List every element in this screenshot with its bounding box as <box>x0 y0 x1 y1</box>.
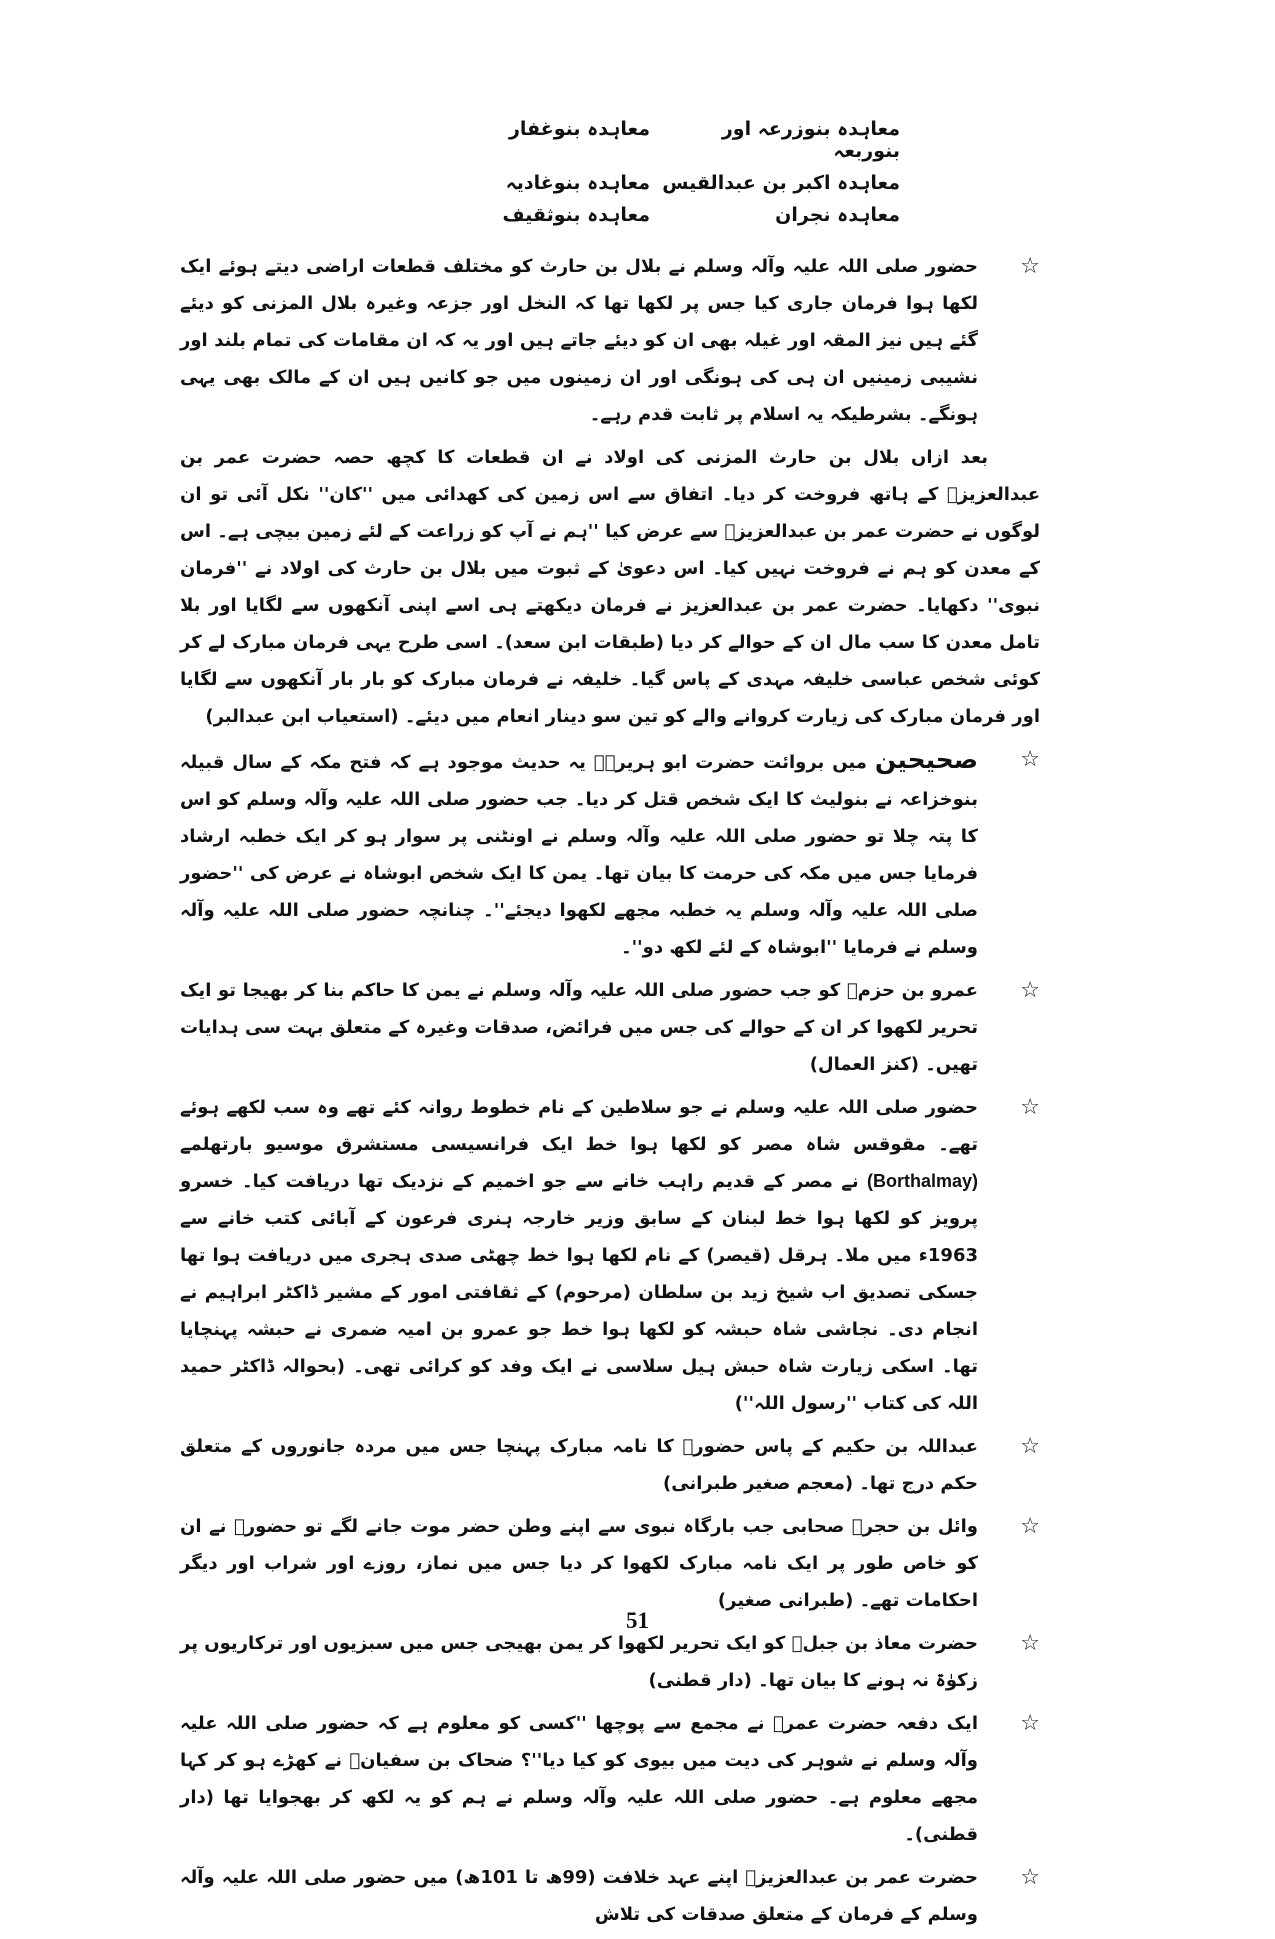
treaty-item: معاہدہ بنوثقیف <box>502 204 650 226</box>
paragraph-umar-abdulaziz <box>180 439 1040 735</box>
paragraph-text: وائل بن حجرؓ صحابی جب بارگاہ نبوی سے اپنے وطن حضر موت جانے لگے تو حضورؐ نے ان کو خاص طور پر ایک نامہ مبارک لکھوا کر دیا جس میں نماز، روزے اور شراب اور دیگر احکامات تھے۔ (طبرانی صغیر) <box>180 1516 979 1611</box>
paragraph-wail-bin-hujr <box>180 1508 1040 1619</box>
borthalmay-name: (Borthalmay) <box>866 1171 978 1191</box>
star-icon: ☆ <box>1020 978 1040 1003</box>
paragraph-umar-caliphate <box>180 1859 1040 1933</box>
star-icon: ☆ <box>1020 1711 1040 1736</box>
star-icon: ☆ <box>1020 1514 1040 1539</box>
paragraph-text: میں بروائت حضرت ابو ہریرہؓ یہ حدیث موجود ہے کہ فتح مکہ کے سال قبیلہ بنوخزاعہ نے بنولیث کا ایک شخص قتل کر دیا۔ جب حضور صلی اللہ علیہ وآلہ وسلم کو اس کا پتہ چلا تو حضور صلی اللہ علیہ وآلہ وسلم نے اونٹنی پر سوار ہو کر ایک خطبہ ارشاد فرمایا جس میں مکہ کی حرمت کا بیان تھا۔ یمن کا ایک شخص ابوشاہ نے عرض کی ''حضور صلی اللہ علیہ وآلہ وسلم یہ خطبہ مجھے لکھوا دیجئے''۔ چنانچہ حضور صلی اللہ علیہ وآلہ وسلم نے فرمایا ''ابوشاہ کے لئے لکھ دو''۔ <box>180 752 978 958</box>
star-icon: ☆ <box>1020 254 1040 279</box>
page-number: 51 <box>626 1608 649 1633</box>
star-icon: ☆ <box>1020 1865 1040 1890</box>
treaty-item: معاہدہ بنوزرعہ اور بنوربعہ <box>721 118 900 162</box>
treaty-item: معاہدہ نجران <box>775 204 900 226</box>
star-icon: ☆ <box>1020 747 1040 772</box>
paragraph-text: بعد ازاں بلال بن حارث المزنی کی اولاد نے ان قطعات کا کچھ حصہ حضرت عمر بن عبدالعزیزؒ کے ہاتھ فروخت کر دیا۔ اتفاق سے اس زمین کی کھدائی میں ''کان'' نکل آئی تو ان لوگوں نے حضرت عمر بن عبدالعزیزؒ سے عرض کیا ''ہم نے آپ کو زراعت کے لئے زمین بیچی ہے۔ اس کے معدن کو ہم نے فروخت نہیں کیا۔ اس دعویٰ کے ثبوت میں بلال بن حارث کی اولاد نے ''فرمان نبوی'' دکھایا۔ حضرت عمر بن عبدالعزیز نے فرمان دیکھتے ہی اسے اپنی آنکھوں سے لگایا اور بلا تامل معدن کا سب مال ان کے حوالے کر دیا (طبقات ابن سعد)۔ اسی طرح یہی فرمان مبارک لے کر کوئی شخص عباسی خلیفہ مہدی کے پاس گیا۔ خلیفہ نے فرمان مبارک کو بار بار آنکھوں سے لگایا اور فرمان مبارک کی زیارت کروانے والے کو تین سو دینار انعام میں دیئے۔ (استعیاب ابن عبدالبر) <box>180 447 1040 727</box>
treaty-item: معاہدہ بنوغادیہ <box>505 172 650 194</box>
paragraph-amr-bin-hazm <box>180 972 1040 1083</box>
star-icon: ☆ <box>1020 1095 1040 1120</box>
paragraph-sahihain <box>180 741 1040 966</box>
treaty-list <box>400 118 900 226</box>
sahihain-label: صحیحین <box>874 745 978 774</box>
paragraph-text: ایک دفعہ حضرت عمرؓ نے مجمع سے پوچھا ''کسی کو معلوم ہے کہ حضور صلی اللہ علیہ وآلہ وسلم نے شوہر کی دیت میں بیوی کو کیا دیا''؟ ضحاک بن سفیانؓ نے کھڑے ہو کر کہا مجھے معلوم ہے۔ حضور صلی اللہ علیہ وآلہ وسلم نے ہم کو یہ لکھ کر بھجوایا تھا (دار قطنی)۔ <box>180 1713 978 1845</box>
paragraph-bilal-decree <box>180 248 1040 433</box>
paragraph-umar-question <box>180 1705 1040 1853</box>
treaty-item: معاہدہ اکبر بن عبدالقیس <box>662 172 900 194</box>
treaty-item: معاہدہ بنوغفار <box>508 118 650 140</box>
paragraph-text: عبداللہ بن حکیم کے پاس حضورؐ کا نامہ مبارک پہنچا جس میں مردہ جانوروں کے متعلق حکم درج تھا۔ (معجم صغیر طبرانی) <box>180 1436 978 1494</box>
paragraph-text: نے مصر کے قدیم راہب خانے سے جو اخمیم کے نزدیک تھا دریافت کیا۔ خسرو پرویز کو لکھا ہوا خط لبنان کے سابق وزیر خارجہ ہنری فرعون کے آبائی کتب خانے سے 1963ء میں ملا۔ ہرقل (قیصر) کے نام لکھا ہوا خط چھٹی صدی ہجری میں دریافت ہوا تھا جسکی تصدیق اب شیخ زید بن سلطان (مرحوم) کے ثقافتی امور کے مشیر ڈاکٹر ابراہیم نے انجام دی۔ نجاشی شاہ حبشہ کو لکھا ہوا خط جو عمرو بن امیہ ضمری نے حبشہ پہنچایا تھا۔ اسکی زیارت شاہ حبش ہیل سلاسی نے ایک وفد کو کرائی تھی۔ (بحوالہ ڈاکٹر حمید اللہ کی کتاب ''رسول اللہ'') <box>180 1171 978 1414</box>
paragraph-text: حضور صلی اللہ علیہ وسلم نے جو سلاطین کے نام خطوط روانہ کئے تھے وہ سب لکھے ہوئے تھے۔ مقوقس شاہ مصر کو لکھا ہوا خط ایک فرانسیسی مستشرق موسیو بارتھلمے <box>180 1097 978 1155</box>
paragraph-royal-letters <box>180 1089 1040 1422</box>
paragraph-muadh-bin-jabal <box>180 1625 1040 1699</box>
paragraph-abdullah-bin-hakim <box>180 1428 1040 1502</box>
paragraph-text: عمرو بن حزمؓ کو جب حضور صلی اللہ علیہ وآلہ وسلم نے یمن کا حاکم بنا کر بھیجا تو ایک تحریر لکھوا کر ان کے حوالے کی جس میں فرائض، صدقات وغیرہ کے متعلق بہت سی ہدایات تھیں۔ (کنز العمال) <box>180 980 978 1075</box>
paragraph-text: حضرت عمر بن عبدالعزیزؒ اپنے عہد خلافت (99ھ تا 101ھ) میں حضور صلی اللہ علیہ وآلہ وسلم کے فرمان کے متعلق صدقات کی تلاش <box>180 1867 978 1925</box>
paragraph-text: حضرت معاذ بن جبلؓ کو ایک تحریر لکھوا کر یمن بھیجی جس میں سبزیوں اور ترکاریوں پر زکوٰۃ نہ ہونے کا بیان تھا۔ (دار قطنی) <box>180 1633 978 1691</box>
paragraph-text: حضور صلی اللہ علیہ وآلہ وسلم نے بلال بن حارث کو مختلف قطعات اراضی دیتے ہوئے ایک لکھا ہوا فرمان جاری کیا جس پر لکھا تھا کہ النخل اور جزعہ وغیرہ بلال المزنی کو دیئے گئے ہیں نیز المقہ اور غیلہ بھی ان کو دیئے جاتے ہیں اور یہ کہ ان مقامات کی تمام بلند اور نشیبی زمینیں ان ہی کی ہونگی اور ان زمینوں میں جو کانیں ہیں ان کے مالک بھی یہی ہونگے۔ بشرطیکہ یہ اسلام پر ثابت قدم رہے۔ <box>180 256 978 425</box>
star-icon: ☆ <box>1020 1434 1040 1459</box>
star-icon: ☆ <box>1020 1631 1040 1656</box>
body-text <box>180 248 1040 1939</box>
